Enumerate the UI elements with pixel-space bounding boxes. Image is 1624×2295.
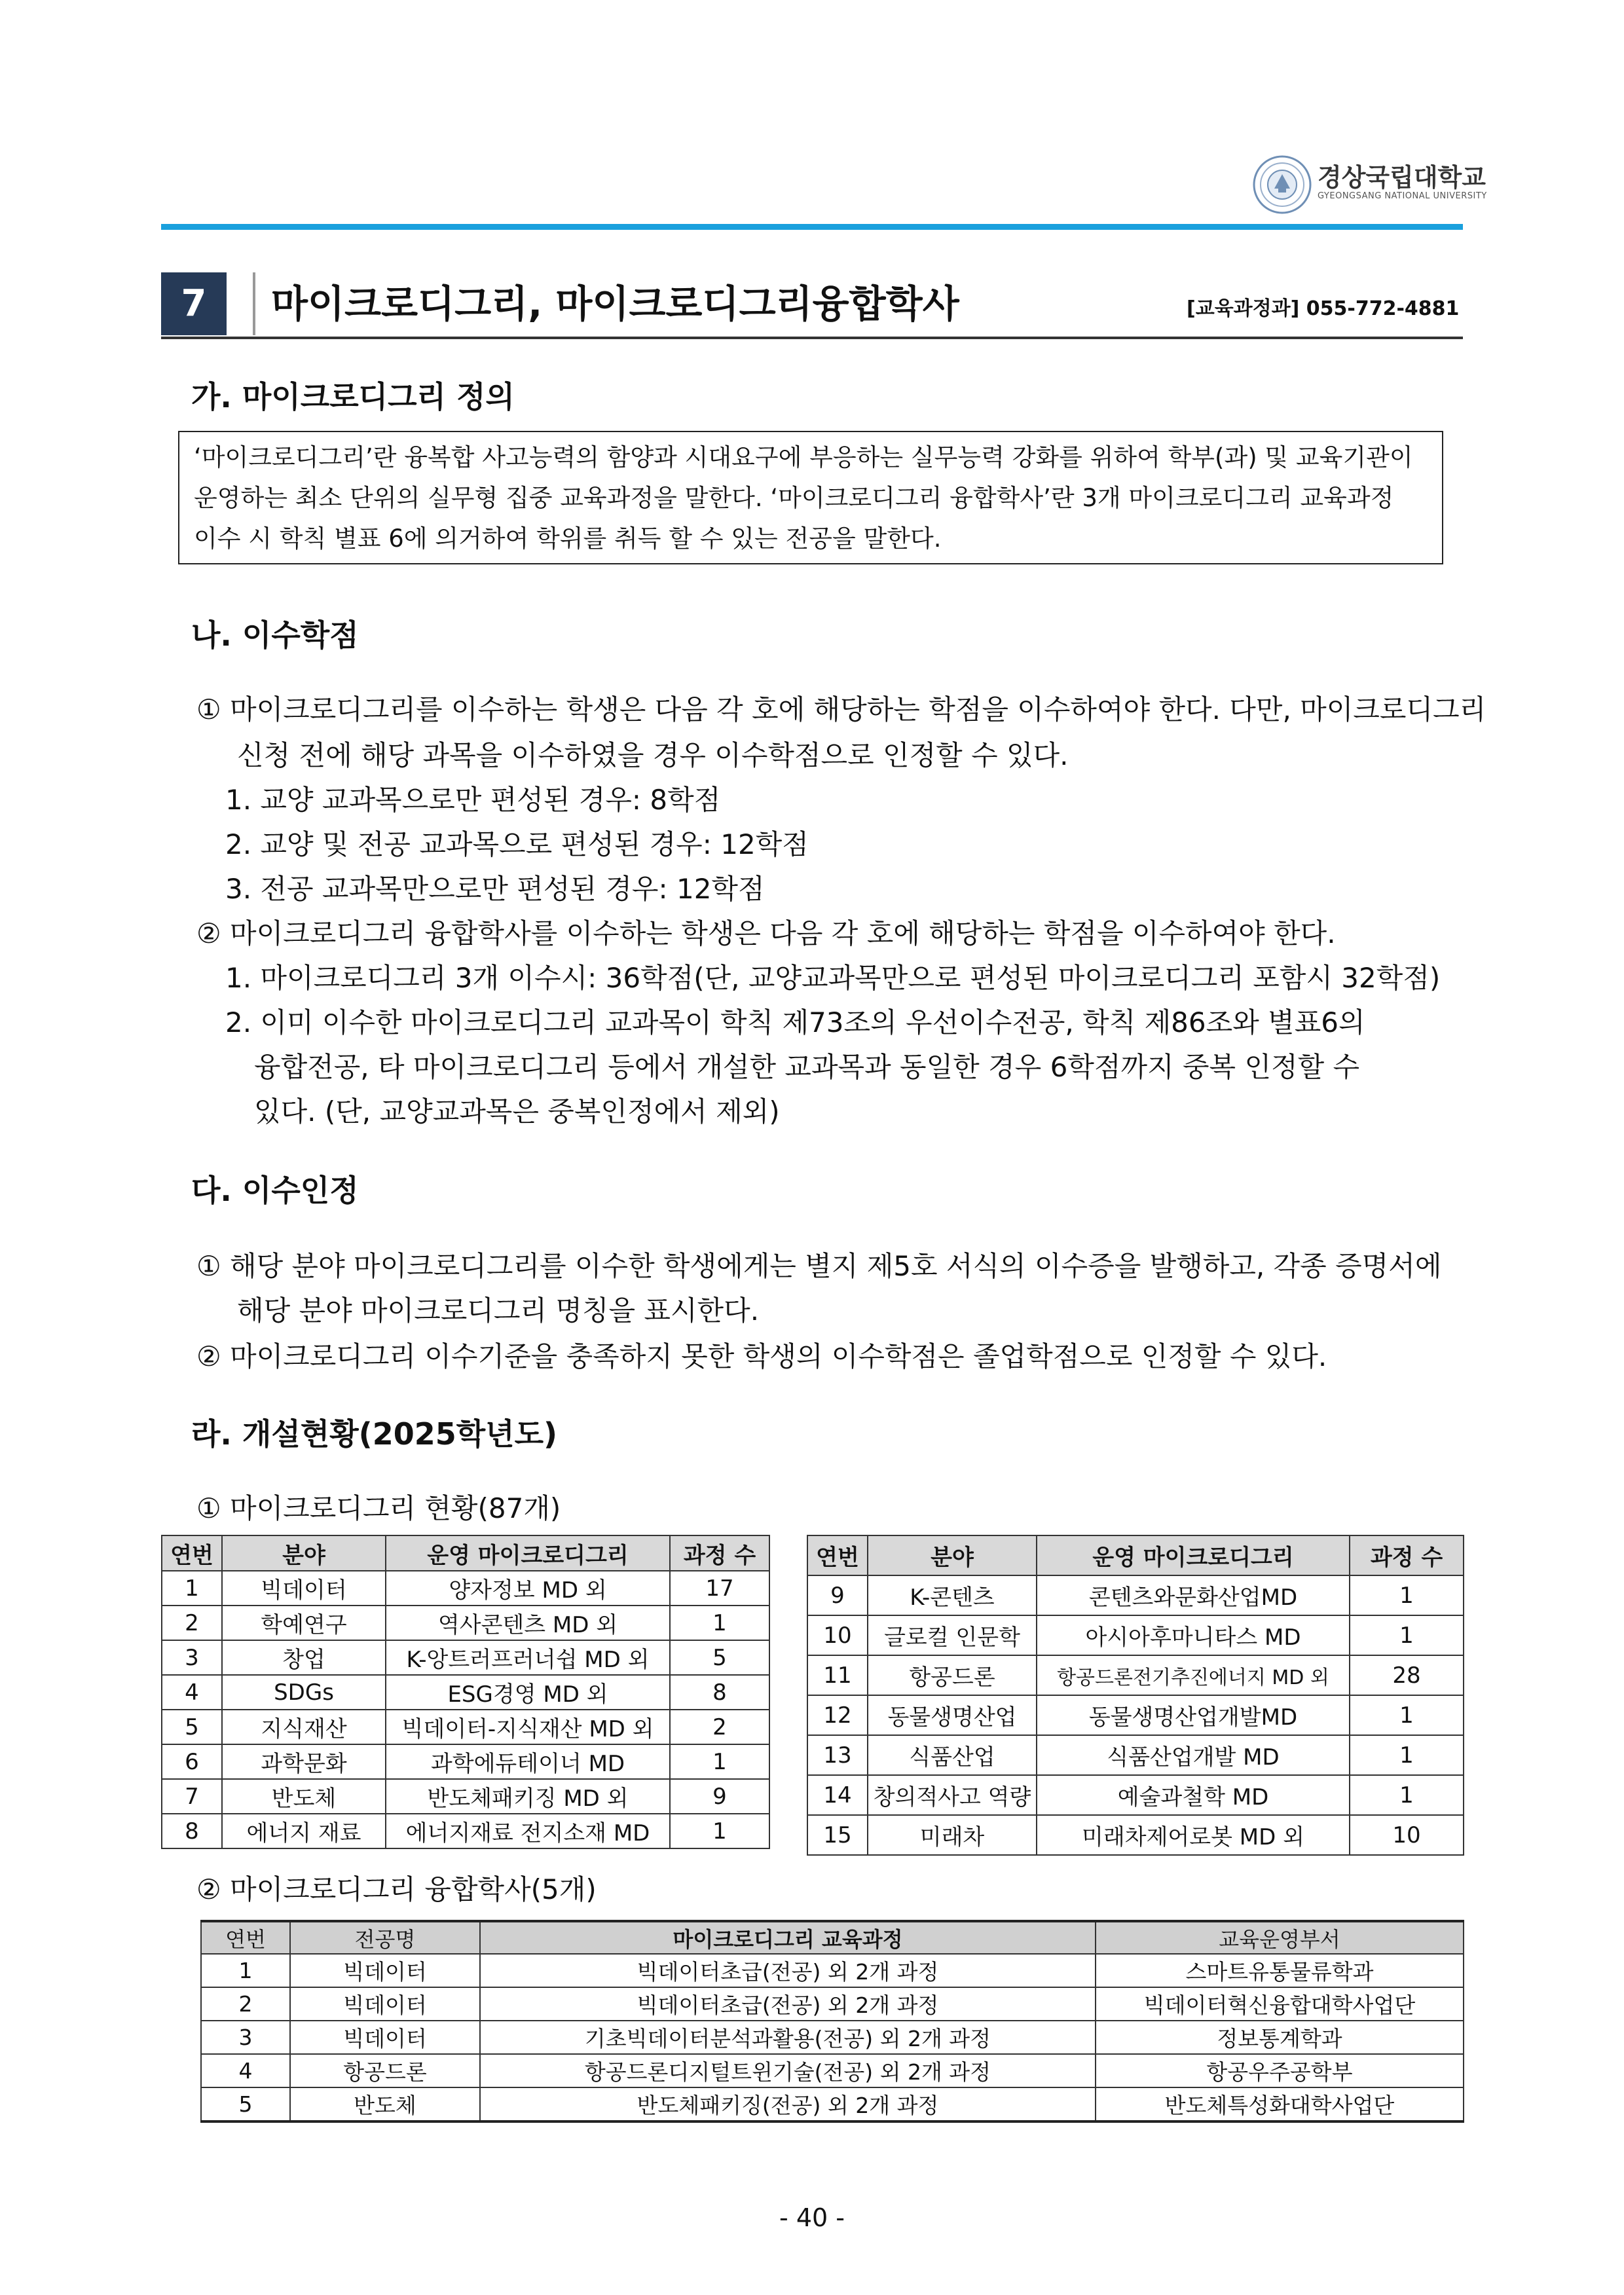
cell-field: 창의적사고 역량 xyxy=(868,1775,1037,1815)
cell-no: 4 xyxy=(162,1675,222,1710)
cell-microdegree: 아시아후마니타스 MD xyxy=(1037,1615,1350,1655)
cell-no: 9 xyxy=(807,1575,868,1615)
cell-count: 1 xyxy=(1350,1695,1464,1735)
cell-field: 창업 xyxy=(222,1640,386,1675)
definition-line: 운영하는 최소 단위의 실무형 집중 교육과정을 말한다. ‘마이크로디그리 융합학사’란 3개 마이크로디그리 교육과정 xyxy=(194,484,1394,512)
cell-department: 빅데이터혁신융합대학사업단 xyxy=(1096,1987,1464,2021)
cell-microdegree: 식품산업개발 MD xyxy=(1037,1735,1350,1775)
cell-curriculum: 빅데이터초급(전공) 외 2개 과정 xyxy=(480,1954,1096,1987)
cell-no: 11 xyxy=(807,1655,868,1695)
cell-no: 2 xyxy=(201,1987,290,2021)
cell-count: 28 xyxy=(1350,1655,1464,1695)
cell-department: 스마트유통물류학과 xyxy=(1096,1954,1464,1987)
column-header: 운영 마이크로디그리 xyxy=(386,1535,670,1571)
credit-clause: ② 마이크로디그리 융합학사를 이수하는 학생은 다음 각 호에 해당하는 학점을 이수하여야 한다. xyxy=(196,917,1336,949)
cell-field: 지식재산 xyxy=(222,1710,386,1744)
chapter-divider xyxy=(253,272,255,335)
table-row xyxy=(162,1571,769,1606)
cell-no: 6 xyxy=(162,1744,222,1779)
cell-microdegree: 예술과철학 MD xyxy=(1037,1775,1350,1815)
cell-count: 1 xyxy=(670,1606,769,1640)
column-header: 과정 수 xyxy=(1350,1535,1464,1575)
section-title-credits: 나. 이수학점 xyxy=(191,617,359,653)
credit-item: 1. 마이크로디그리 3개 이수시: 36학점(단, 교양교과목만으로 편성된 마이크로디그리 포함시 32학점) xyxy=(225,962,1441,994)
column-header: 연번 xyxy=(201,1921,290,1954)
cell-no: 7 xyxy=(162,1779,222,1814)
definition-box xyxy=(178,431,1443,564)
cell-no: 5 xyxy=(162,1710,222,1744)
table-row xyxy=(162,1744,769,1779)
cell-count: 8 xyxy=(670,1675,769,1710)
cell-major: 항공드론 xyxy=(290,2054,480,2087)
cell-field: K-콘텐츠 xyxy=(868,1575,1037,1615)
cell-major: 빅데이터 xyxy=(290,1987,480,2021)
table-row xyxy=(162,1675,769,1710)
cell-microdegree: 동물생명산업개발MD xyxy=(1037,1695,1350,1735)
cell-microdegree: K-앙트러프러너쉽 MD 외 xyxy=(386,1640,670,1675)
cell-curriculum: 기초빅데이터분석과활용(전공) 외 2개 과정 xyxy=(480,2021,1096,2054)
convergence-bachelor-table xyxy=(200,1920,1464,2123)
credit-clause: ① 마이크로디그리를 이수하는 학생은 다음 각 호에 해당하는 학점을 이수하여야 한다. 다만, 마이크로디그리 xyxy=(196,693,1486,725)
chapter-contact: [교육과정과] 055-772-4881 xyxy=(1187,297,1460,320)
cell-no: 14 xyxy=(807,1775,868,1815)
convergence-bachelor-subtitle: ② 마이크로디그리 융합학사(5개) xyxy=(196,1873,597,1905)
page-number: - 40 - xyxy=(779,2203,845,2232)
table-row xyxy=(201,1987,1464,2021)
table-row xyxy=(807,1575,1464,1615)
cell-field: SDGs xyxy=(222,1675,386,1710)
credit-item: 있다. (단, 교양교과목은 중복인정에서 제외) xyxy=(254,1095,780,1128)
cell-major: 반도체 xyxy=(290,2087,480,2121)
definition-line: 이수 시 학칙 별표 6에 의거하여 학위를 취득 할 수 있는 전공을 말한다. xyxy=(194,524,942,553)
table-row xyxy=(807,1655,1464,1695)
credit-item: 3. 전공 교과목만으로만 편성된 경우: 12학점 xyxy=(225,873,765,905)
table-row xyxy=(807,1735,1464,1775)
table-row xyxy=(807,1815,1464,1855)
table-row xyxy=(162,1779,769,1814)
cell-count: 1 xyxy=(670,1814,769,1848)
table-row xyxy=(201,2021,1464,2054)
cell-no: 3 xyxy=(162,1640,222,1675)
cell-count: 1 xyxy=(1350,1775,1464,1815)
cell-field: 빅데이터 xyxy=(222,1571,386,1606)
table-row xyxy=(807,1695,1464,1735)
chapter-title: 마이크로디그리, 마이크로디그리융합학사 xyxy=(271,282,959,326)
cell-field: 항공드론 xyxy=(868,1655,1037,1695)
section-title-definition: 가. 마이크로디그리 정의 xyxy=(191,379,515,414)
column-header: 마이크로디그리 교육과정 xyxy=(480,1921,1096,1954)
microdegree-table-right xyxy=(807,1535,1464,1856)
column-header: 연번 xyxy=(807,1535,868,1575)
microdegree-table-left xyxy=(161,1535,770,1849)
cell-count: 17 xyxy=(670,1571,769,1606)
table-row xyxy=(201,1954,1464,1987)
cell-department: 반도체특성화대학사업단 xyxy=(1096,2087,1464,2121)
recognition-clause: 해당 분야 마이크로디그리 명칭을 표시한다. xyxy=(237,1294,760,1327)
credit-clause: 신청 전에 해당 과목을 이수하였을 경우 이수학점으로 인정할 수 있다. xyxy=(237,739,1069,771)
cell-no: 1 xyxy=(201,1954,290,1987)
cell-no: 10 xyxy=(807,1615,868,1655)
cell-no: 8 xyxy=(162,1814,222,1848)
university-name: 경상국립대학교 xyxy=(1318,163,1486,192)
cell-count: 1 xyxy=(1350,1615,1464,1655)
section-title-status: 라. 개설현황(2025학년도) xyxy=(191,1416,558,1452)
cell-field: 반도체 xyxy=(222,1779,386,1814)
cell-major: 빅데이터 xyxy=(290,1954,480,1987)
table-row xyxy=(201,2054,1464,2087)
column-header: 교육운영부서 xyxy=(1096,1921,1464,1954)
cell-no: 12 xyxy=(807,1695,868,1735)
table-row xyxy=(807,1775,1464,1815)
cell-field: 글로컬 인문학 xyxy=(868,1615,1037,1655)
cell-microdegree: 항공드론전기추진에너지 MD 외 xyxy=(1037,1655,1350,1695)
university-name-en: GYEONGSANG NATIONAL UNIVERSITY xyxy=(1318,191,1487,201)
cell-curriculum: 빅데이터초급(전공) 외 2개 과정 xyxy=(480,1987,1096,2021)
cell-microdegree: 과학에듀테이너 MD xyxy=(386,1744,670,1779)
cell-no: 4 xyxy=(201,2054,290,2087)
chapter-rule xyxy=(161,337,1463,339)
cell-microdegree: 콘텐츠와문화산업MD xyxy=(1037,1575,1350,1615)
credit-item: 2. 교양 및 전공 교과목으로 편성된 경우: 12학점 xyxy=(225,828,809,860)
cell-no: 3 xyxy=(201,2021,290,2054)
column-header: 분야 xyxy=(222,1535,386,1571)
cell-count: 10 xyxy=(1350,1815,1464,1855)
recognition-clause: ① 해당 분야 마이크로디그리를 이수한 학생에게는 별지 제5호 서식의 이수증을 발행하고, 각종 증명서에 xyxy=(196,1250,1442,1282)
column-header: 전공명 xyxy=(290,1921,480,1954)
cell-no: 2 xyxy=(162,1606,222,1640)
credit-item: 1. 교양 교과목으로만 편성된 경우: 8학점 xyxy=(225,784,721,816)
cell-microdegree: ESG경영 MD 외 xyxy=(386,1675,670,1710)
column-header: 연번 xyxy=(162,1535,222,1571)
cell-field: 과학문화 xyxy=(222,1744,386,1779)
recognition-clause: ② 마이크로디그리 이수기준을 충족하지 못한 학생의 이수학점은 졸업학점으로 인정할 수 있다. xyxy=(196,1340,1327,1372)
table-row xyxy=(162,1640,769,1675)
university-seal-icon xyxy=(1252,155,1312,215)
chapter-number: 7 xyxy=(161,272,227,335)
definition-line: ‘마이크로디그리’란 융복합 사고능력의 함양과 시대요구에 부응하는 실무능력 강화를 위하여 학부(과) 및 교육기관이 xyxy=(194,443,1413,471)
cell-count: 5 xyxy=(670,1640,769,1675)
cell-count: 1 xyxy=(1350,1735,1464,1775)
cell-major: 빅데이터 xyxy=(290,2021,480,2054)
microdegree-status-subtitle: ① 마이크로디그리 현황(87개) xyxy=(196,1492,561,1524)
cell-no: 15 xyxy=(807,1815,868,1855)
cell-field: 미래차 xyxy=(868,1815,1037,1855)
section-title-recognition: 다. 이수인정 xyxy=(191,1173,359,1208)
cell-no: 13 xyxy=(807,1735,868,1775)
cell-microdegree: 빅데이터-지식재산 MD 외 xyxy=(386,1710,670,1744)
table-row xyxy=(162,1710,769,1744)
cell-curriculum: 항공드론디지털트윈기술(전공) 외 2개 과정 xyxy=(480,2054,1096,2087)
cell-microdegree: 역사콘텐츠 MD 외 xyxy=(386,1606,670,1640)
cell-microdegree: 양자정보 MD 외 xyxy=(386,1571,670,1606)
header-rule xyxy=(161,224,1463,230)
table-row xyxy=(162,1606,769,1640)
column-header: 운영 마이크로디그리 xyxy=(1037,1535,1350,1575)
cell-department: 항공우주공학부 xyxy=(1096,2054,1464,2087)
cell-count: 1 xyxy=(670,1744,769,1779)
column-header: 분야 xyxy=(868,1535,1037,1575)
cell-no: 1 xyxy=(162,1571,222,1606)
cell-department: 정보통계학과 xyxy=(1096,2021,1464,2054)
cell-field: 학예연구 xyxy=(222,1606,386,1640)
cell-microdegree: 에너지재료 전지소재 MD xyxy=(386,1814,670,1848)
cell-count: 2 xyxy=(670,1710,769,1744)
credit-item: 2. 이미 이수한 마이크로디그리 교과목이 학칙 제73조의 우선이수전공, 학칙 제86조와 별표6의 xyxy=(225,1006,1365,1038)
table-row xyxy=(807,1615,1464,1655)
cell-field: 에너지 재료 xyxy=(222,1814,386,1848)
table-row xyxy=(162,1814,769,1848)
cell-count: 9 xyxy=(670,1779,769,1814)
cell-no: 5 xyxy=(201,2087,290,2121)
column-header: 과정 수 xyxy=(670,1535,769,1571)
cell-field: 식품산업 xyxy=(868,1735,1037,1775)
cell-microdegree: 반도체패키징 MD 외 xyxy=(386,1779,670,1814)
cell-field: 동물생명산업 xyxy=(868,1695,1037,1735)
cell-microdegree: 미래차제어로봇 MD 외 xyxy=(1037,1815,1350,1855)
credit-item: 융합전공, 타 마이크로디그리 등에서 개설한 교과목과 동일한 경우 6학점까지 중복 인정할 수 xyxy=(254,1051,1360,1083)
cell-curriculum: 반도체패키징(전공) 외 2개 과정 xyxy=(480,2087,1096,2121)
table-row xyxy=(201,2087,1464,2121)
cell-count: 1 xyxy=(1350,1575,1464,1615)
